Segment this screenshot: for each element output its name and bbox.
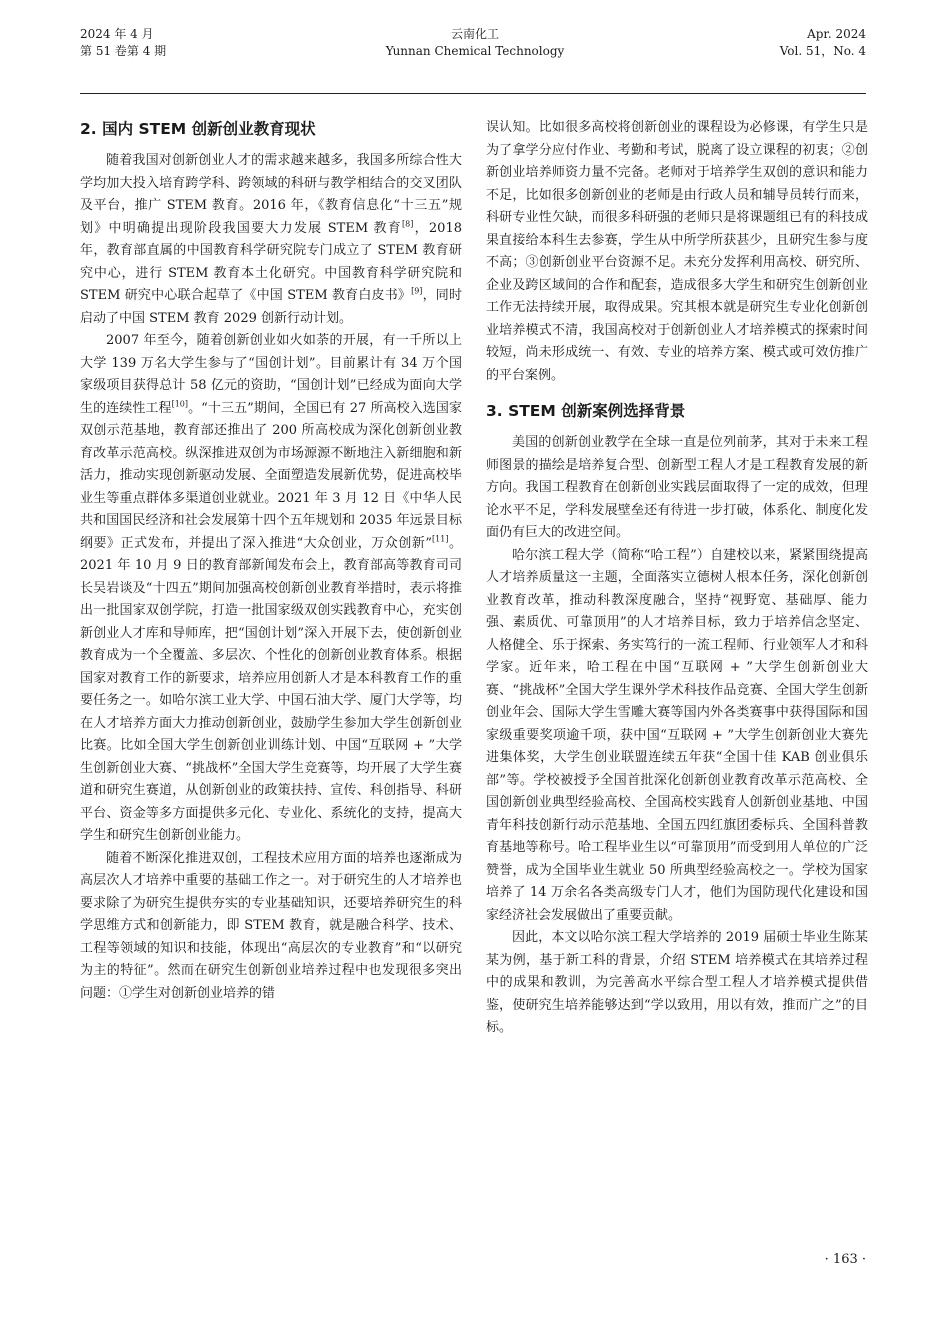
right-column [486, 117, 868, 1040]
header-journal-cn: 云南化工 [450, 27, 499, 41]
citation-8: [8] [402, 219, 414, 229]
page-header [0, 0, 950, 96]
section-2-paragraph-1 [80, 150, 462, 330]
citation-9: [9] [411, 286, 423, 296]
citation-10: [10] [171, 399, 189, 409]
s2p1-text-2: ，2018 年，教育部直属的中国教育科学研究院专门成立了 STEM 教育研究中心，进行 STEM 教育本土化研究。中国教育科学研究院和 STEM 研究中心联合起草了《中国 STEM 教育白皮书》 [80, 220, 462, 303]
section-2-paragraph-3: 随着不断深化推进双创，工程技术应用方面的培养也逐渐成为高层次人才培养中重要的基础工作之一。对于研究生的人才培养也要求除了为研究生提供夯实的专业基础知识，还要培养研究生的科学思维方式和创新能力，即 STEM 教育，就是融合科学、技术、工程等领域的知识和技能，体现出“高层次的专业教育”和“以研究为主的特征”。然而在研究生创新创业培养过程中也发现很多突出问题：①学生对创新创业培养的错 [80, 850, 462, 1001]
section-2-heading: 2. 国内 STEM 创新创业教育现状 [80, 120, 316, 138]
s2p2-text-2: 。“十三五”期间，全国已有 27 所高校入选国家双创示范基地，教育部还推出了 200 所高校成为深化创新创业教育改革示范高校。纵深推进双创为市场源源不断地注入新细胞和新活力，推动实现创新驱动发展、全面塑造发展新优势，促进高校毕业生等重点群体多渠道创业就业。2021 年 3 月 12 日《中华人民共和国国民经济和社会发展第十四个五年规划和 2035 年远景目标纲要》正式发布，并提出了深入推进“大众创业，万众创新” [80, 400, 462, 551]
section-2-paragraph-3-continued: 误认知。比如很多高校将创新创业的课程设为必修课，有学生只是为了拿学分应付作业、考勤和考试，脱离了设立课程的初衷；②创新创业培养师资力量不完备。老师对于培养学生双创的意识和能力不足，比如很多创新创业的老师是由行政人员和辅导员转行而来，科研专业性欠缺，而很多科研强的老师只是将课题组已有的科技成果直接给本科生去参赛，学生从中所学所获甚少，且研究生参与度不高；③创新创业平台资源不足。未充分发挥利用高校、研究所、企业及跨区域间的合作和配套，造成很多大学生和研究生创新创业工作无法持续开展，取得成果。究其根本就是研究生专业化创新创业培养模式不清，我国高校对于创新创业人才培养模式的探索时间较短，尚未形成统一、有效、专业的培养方案、模式或可效仿推广的平台案例。 [486, 120, 868, 383]
citation-11: [11] [432, 534, 449, 544]
header-journal-en: Yunnan Chemical Technology [385, 44, 565, 58]
header-date-en: Apr. 2024 [807, 27, 866, 41]
s2p1-text-1: 随着我国对创新创业人才的需求越来越多，我国多所综合性大学均加大投入培育跨学科、跨领域的科研与教学相结合的交叉团队及平台，推广 STEM 教育。2016 年，《教育信息化“十三五”规划》中明确提出现阶段我国要大力发展 STEM 教育 [80, 153, 462, 236]
section-3-paragraph-2: 哈尔滨工程大学（简称“哈工程”）自建校以来，紧紧围绕提高人才培养质量这一主题，全面落实立德树人根本任务，深化创新创业教育改革，推动科教深度融合，坚持“视野宽、基础厚、能力强、素质优、可靠顶用”的人才培养目标，致力于培养信念坚定、人格健全、乐于探索、务实笃行的一流工程师、行业领军人才和科学家。近年来，哈工程在中国“互联网 + ”大学生创新创业大赛、“挑战杯”全国大学生课外学术科技作品竞赛、全国大学生创新创业年会、国际大学生雪雕大赛等国内外各类赛事中获得国际和国家级重要奖项逾千项，获中国“互联网 + ”大学生创新创业大赛先进集体奖，大学生创业联盟连续五年获“全国十佳 KAB 创业俱乐部”等。学校被授予全国首批深化创新创业教育改革示范高校、全国创新创业典型经验高校、全国高校实践育人创新创业基地、中国青年科技创新行动示范基地、全国五四红旗团委标兵、全国科普教育基地等称号。哈工程毕业生以“可靠顶用”而受到用人单位的广泛赞誉，成为全国毕业生就业 50 所典型经验高校之一。学校为国家培养了 14 万余名各类高级专门人才，他们为国防现代化建设和国家经济社会发展做出了重要贡献。 [486, 547, 868, 923]
s2p2-text-3: 。2021 年 10 月 9 日的教育部新闻发布会上，教育部高等教育司司长吴岩谈及“十四五”期间加强高校创新创业教育举措时，表示将推出一批国家双创学院，打造一批国家级双创实践教育中心，充实创新创业人才库和导师库，把“国创计划”深入开展下去，使创新创业教育成为一个全覆盖、多层次、个性化的创新创业教育体系。根据国家对教育工作的新要求，培养应用创新人才是本科教育工作的重要任务之一。如哈尔滨工业大学、中国石油大学、厦门大学等，均在人才培养方面大力推动创新创业，鼓励学生参加大学生创新创业比赛。比如全国大学生创新创业训练计划、中国“互联网 + ”大学生创新创业大赛、“挑战杯”全国大学生竞赛等，均开展了大学生赛道和研究生赛道，从创新创业的政策扶持、宣传、科创指导、科研平台、资金等多方面提供多元化、专业化、系统化的支持，提高大学生和研究生创新创业能力。 [80, 535, 462, 843]
page-number: · 163 · [824, 1252, 866, 1267]
section-3-paragraph-3: 因此，本文以哈尔滨工程大学培养的 2019 届硕士毕业生陈某某为例，基于新工科的背景，介绍 STEM 培养模式在其培养过程中的成果和教训，为完善高水平综合型工程人才培养模式提供借鉴，使研究生培养能够达到“学以致用，用以有效，推而广之”的目标。 [486, 930, 868, 1035]
section-3-heading: 3. STEM 创新案例选择背景 [486, 402, 686, 420]
s2p2-text-1: 2007 年至今，随着创新创业如火如荼的开展，有一千所以上大学 139 万名大学生参与了“国创计划”。目前累计有 34 万个国家级项目获得总计 58 亿元的资助，“国创计划”已经成为面向大学生的连续性工程 [80, 333, 462, 416]
left-column [80, 118, 462, 1005]
section-2-paragraph-2 [80, 330, 462, 848]
header-volume-en: Vol. 51，No. 4 [779, 44, 866, 58]
header-divider [80, 93, 866, 94]
header-volume-cn: 第 51 卷第 4 期 [80, 44, 167, 58]
header-date-cn: 2024 年 4 月 [80, 27, 154, 41]
section-3-paragraph-1: 美国的创新创业教学在全球一直是位列前茅，其对于未来工程师图景的描绘是培养复合型、创新型工程人才是工程教育发展的新方向。我国工程教育在创新创业实践层面取得了一定的成效，但理论水平不足，学科发展壁垒还有待进一步打破，体系化、制度化发面仍有巨大的改进空间。 [486, 435, 868, 540]
header-right [780, 26, 866, 60]
s2p1-text-3: ，同时启动了中国 STEM 教育 2029 创新行动计划。 [80, 288, 462, 326]
